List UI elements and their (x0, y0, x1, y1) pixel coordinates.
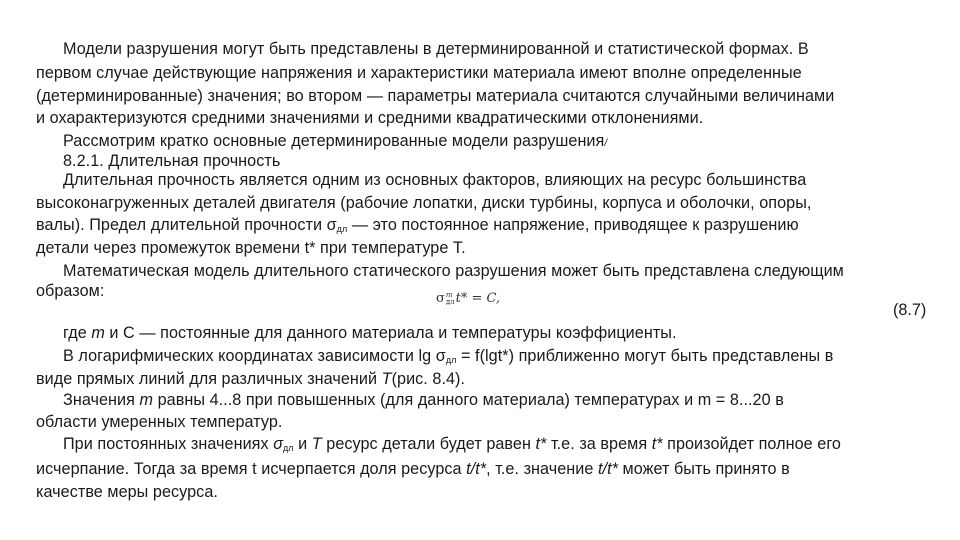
italic-var: σ (273, 435, 283, 453)
formula-sigma: σ (436, 291, 445, 306)
formula-8-7 (436, 289, 500, 309)
text-span: Значения (63, 391, 140, 409)
text-span: может быть принято в (617, 460, 790, 478)
text-span: исчерпание. Тогда за время t исчерпается доля ресурса (36, 460, 467, 478)
paragraph-line: Длительная прочность является одним из основных факторов, влияющих на ресурс большинства (63, 171, 807, 189)
paragraph-line: образом: (36, 282, 105, 300)
paragraph-line: (детерминированные) значения; во втором — параметры материала считаются случайными величинами (36, 87, 835, 105)
formula-scripts (446, 292, 455, 306)
italic-var: t/t* (597, 460, 618, 478)
text-span: ресурс детали будет равен (321, 435, 536, 453)
paragraph-line (63, 432, 841, 456)
paragraph-line (36, 213, 799, 237)
paragraph-line: качестве меры ресурса. (36, 483, 218, 501)
paragraph-line: области умеренных температур. (36, 413, 283, 431)
paragraph-line (36, 457, 790, 481)
footnote-mark: / (604, 138, 608, 149)
text-span: (рис. 8.4). (391, 370, 466, 388)
italic-var: t* (651, 435, 663, 453)
equation-number: (8.7) (893, 301, 927, 319)
text-span: и C — постоянные для данного материала и температуры коэффициенты. (104, 324, 677, 342)
text-span: валы). Предел длительной прочности σ (36, 216, 337, 234)
subscript: дл (336, 224, 348, 234)
paragraph-line (63, 344, 833, 368)
paragraph-line: Математическая модель длительного статического разрушения может быть представлена следующим (63, 262, 844, 280)
text-span: где (63, 324, 92, 342)
text-span: = f(lgt*) приближенно могут быть представлены в (456, 347, 834, 365)
text-span: виде прямых линий для различных значений (36, 370, 382, 388)
text-span: равны 4...8 при повышенных (для данного материала) температурах и m = 8...20 в (153, 391, 784, 409)
paragraph-line: детали через промежуток времени t* при температуре T. (36, 239, 466, 257)
text-span: произойдет полное его (662, 435, 841, 453)
italic-var: m (139, 391, 154, 409)
italic-var: T (381, 370, 392, 388)
text-span: , т.е. значение (486, 460, 598, 478)
paragraph-line (63, 321, 677, 345)
paragraph-line: и охарактеризуются средними значениями и средними квадратическими отклонениями. (36, 109, 704, 127)
formula-rest: t* = C, (455, 291, 501, 306)
italic-var: m (91, 324, 105, 342)
italic-var: T (311, 435, 322, 453)
subscript: дл (445, 355, 457, 365)
paragraph-line: Модели разрушения могут быть представлены в детерминированной и статистической формах. В (63, 40, 809, 58)
italic-var: t* (535, 435, 547, 453)
text-span: Рассмотрим кратко основные детерминированные модели разрушения (63, 132, 605, 150)
formula-subscript: дл (445, 297, 455, 306)
text-span: и (293, 435, 312, 453)
subscript: дл (283, 443, 294, 453)
text-span: — это постоянное напряжение, приводящее к разрушению (347, 216, 799, 234)
paragraph-line: первом случае действующие напряжения и характеристики материала имеют вполне определенные (36, 64, 802, 82)
paragraph-line (63, 388, 784, 412)
text-span: В логарифмических координатах зависимости lg σ (63, 347, 446, 365)
text-span: При постоянных значениях (63, 435, 274, 453)
italic-var: t/t* (466, 460, 487, 478)
section-heading: 8.2.1. Длительная прочность (63, 152, 281, 170)
formula-superscript: m (445, 290, 453, 299)
paragraph-line: высоконагруженных деталей двигателя (рабочие лопатки, диски турбины, корпуса и оболочки, опоры, (36, 194, 812, 212)
text-span: т.е. за время (546, 435, 652, 453)
